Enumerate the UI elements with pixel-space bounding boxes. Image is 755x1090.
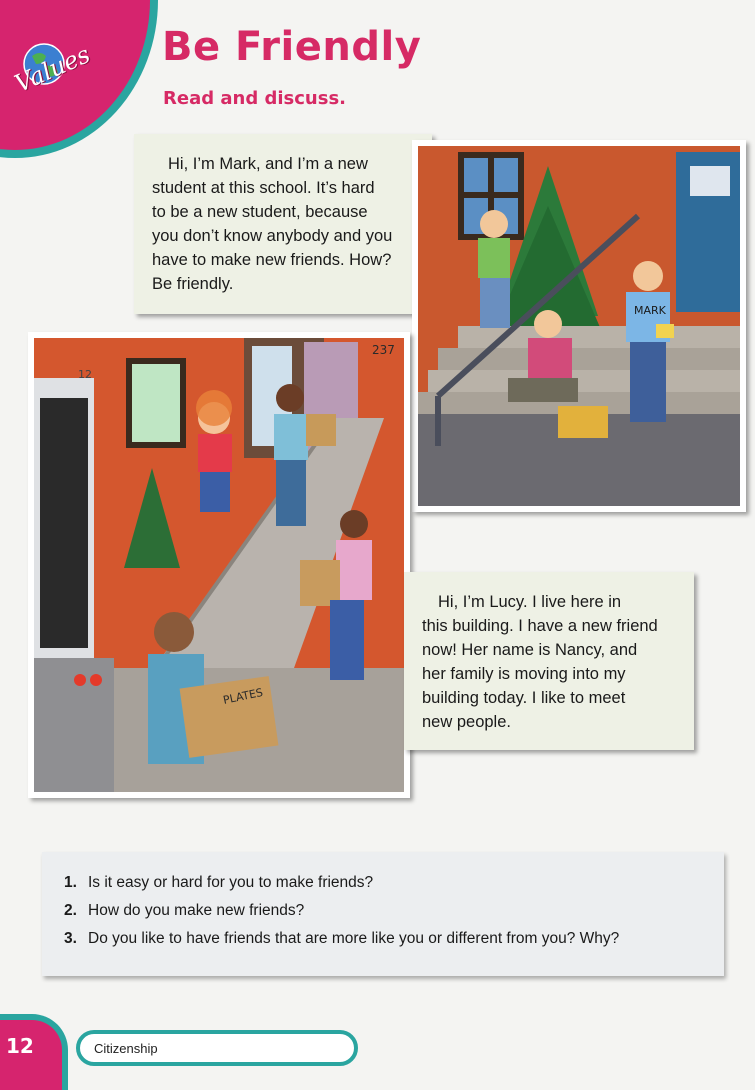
box-label: PLATES [221, 685, 265, 707]
question-text: Is it easy or hard for you to make friends? [88, 874, 374, 891]
page-title: Be Friendly [162, 24, 422, 70]
question-number: 3. [64, 930, 77, 947]
question-number: 1. [64, 874, 77, 891]
section-label [76, 1030, 358, 1066]
section-label-text: Citizenship [94, 1041, 158, 1056]
page-subtitle: Read and discuss. [163, 88, 346, 109]
mark-text: Hi, I’m Mark, and I’m a new student at this school. It’s hard to be a new student, because you don’t know anybody and you have to make new friends. How? Be friendly. [152, 155, 393, 293]
question-item [64, 930, 724, 948]
mark-textbox [134, 134, 432, 314]
mark-shirt-label: MARK [634, 304, 666, 317]
page-number: 12 [6, 1034, 34, 1058]
lucy-text: Hi, I’m Lucy. I live here in this building. I have a new friend now! Her name is Nancy, and her family is moving into my building today. I like to meet new people. [422, 593, 658, 731]
door-number: 12 [78, 368, 92, 381]
school-steps-illustration [412, 140, 746, 512]
question-text: How do you make new friends? [88, 902, 305, 919]
question-item [64, 902, 724, 920]
discussion-questions [42, 852, 724, 976]
badge-label: Values [10, 40, 95, 98]
question-number: 2. [64, 902, 77, 919]
house-number: 237 [372, 343, 395, 357]
moving-day-illustration [28, 332, 410, 798]
lucy-textbox [404, 572, 694, 750]
question-item [64, 874, 724, 892]
question-text: Do you like to have friends that are more like you or different from you? Why? [88, 930, 620, 947]
